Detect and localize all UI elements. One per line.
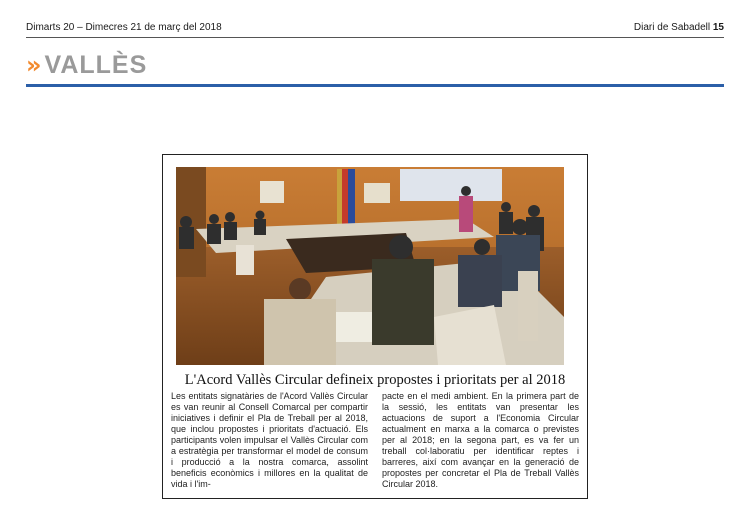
meeting-photo	[176, 167, 564, 365]
paper-title: Diari de Sabadell	[633, 22, 711, 33]
meeting-photo-illustration	[176, 167, 564, 365]
section-rule	[26, 84, 724, 87]
newspaper-name	[634, 22, 724, 33]
article-body	[171, 391, 579, 490]
section-header	[26, 50, 147, 80]
body-column-1: Les entitats signatàries de l'Acord Vallès Circular es van reunir al Consell Comarcal per compartir iniciatives i definir el Pla de Treball per al 2018, que inclou propostes i prioritats d'actuació. Els participants volen impulsar el Vallès Circular com a estratègia per transformar el model de consum i producció a la nostra comarca, assolint beneficis econòmics i millores en la qualitat de vida i l'im-	[171, 391, 368, 489]
article-headline: L'Acord Vallès Circular defineix propostes i prioritats per al 2018	[184, 372, 566, 388]
header-rule	[26, 37, 724, 38]
body-column-2: pacte en el medi ambient. En la primera part de la sessió, les entitats van presentar les actuacions de suport a l'Economia Circular actualment en marxa a la comarca o previstes per al 2018; en la segona part, es va fer un treball col·laboratiu per identificar reptes i barreres, així com avançar en la generació de propostes per concretar el Pla de Treball Vallès Circular 2018.	[382, 391, 579, 489]
issue-date: Dimarts 20 – Dimecres 21 de març del 2018	[26, 22, 222, 33]
page-number: 15	[712, 22, 724, 33]
article-box	[162, 154, 588, 499]
chevron-icon: »	[26, 51, 39, 79]
page-header	[26, 22, 724, 36]
section-title: VALLÈS	[44, 50, 148, 79]
